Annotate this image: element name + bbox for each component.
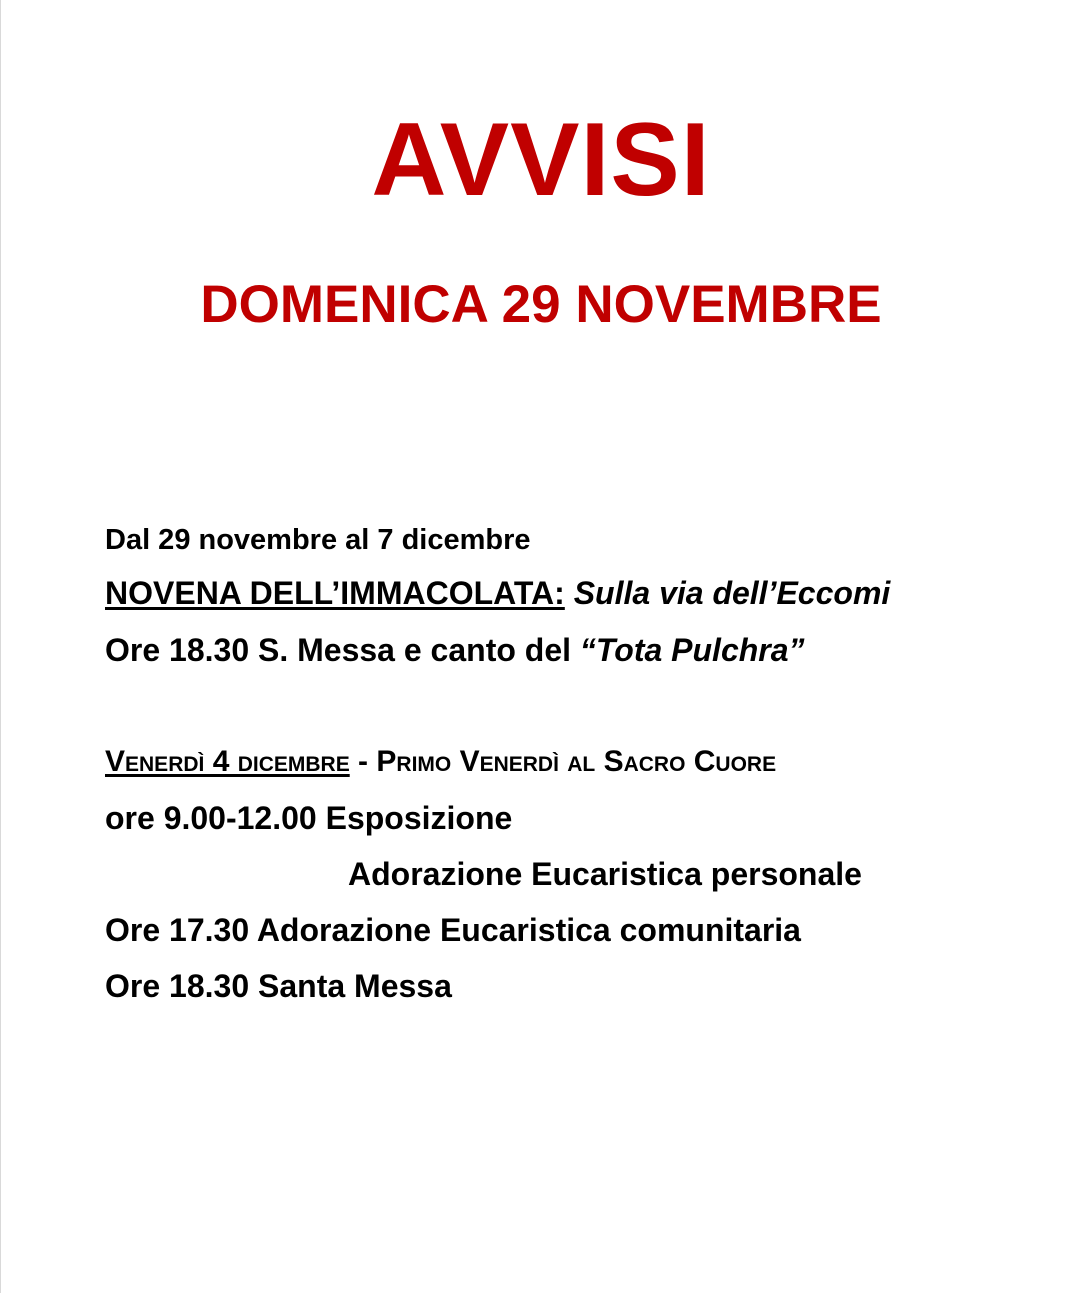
novena-hymn: “Tota Pulchra” [579,632,805,668]
novena-heading [105,577,890,609]
schedule-item: Ore 17.30 Adorazione Eucaristica comunitaria [105,912,801,948]
schedule-item: Adorazione Eucaristica personale [348,856,862,892]
schedule-item: ore 9.00-12.00 Esposizione [105,800,513,836]
novena-mass [105,634,805,666]
novena-mass-text: Ore 18.30 S. Messa e canto del [105,632,580,668]
first-friday-date: Venerdì 4 dicembre [105,745,350,778]
novena-label: NOVENA DELL’IMMACOLATA: [105,575,565,611]
schedule-item: Ore 18.30 Santa Messa [105,968,452,1004]
novena-theme: Sulla via dell’Eccomi [573,575,891,611]
first-friday-separator: - [349,745,377,778]
novena-dates: Dal 29 novembre al 7 dicembre [105,524,531,556]
page-subtitle: DOMENICA 29 NOVEMBRE [200,275,882,334]
page-title: AVVISI [371,102,711,218]
first-friday-heading [105,747,776,777]
first-friday-title: Primo Venerdì al Sacro Cuore [376,745,777,778]
